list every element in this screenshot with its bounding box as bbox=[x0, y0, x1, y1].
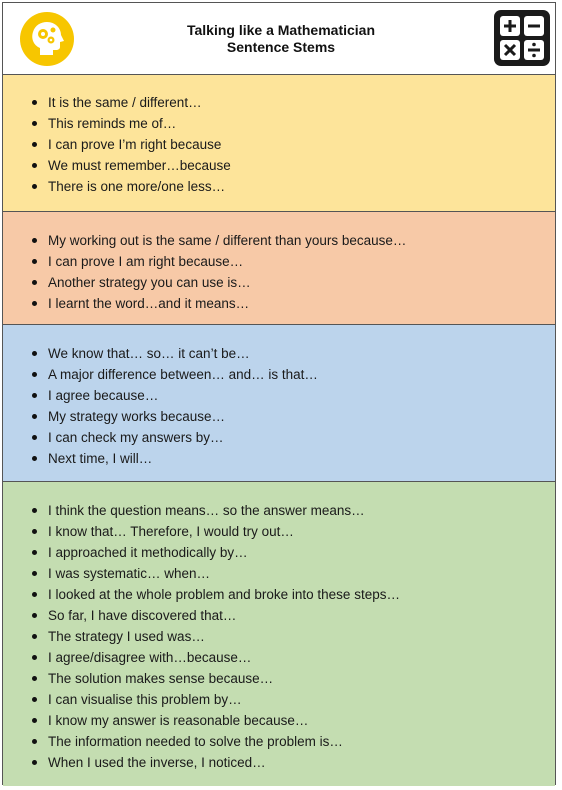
list-item: The information needed to solve the problem is… bbox=[32, 731, 400, 752]
header bbox=[3, 3, 555, 75]
list-item: I approached it methodically by… bbox=[32, 542, 400, 563]
list-item: I agree/disagree with…because… bbox=[32, 647, 400, 668]
section-green bbox=[3, 482, 555, 786]
section-yellow bbox=[3, 75, 555, 212]
list-item: It is the same / different… bbox=[32, 92, 231, 113]
list-item: My strategy works because… bbox=[32, 406, 318, 427]
list-item: The solution makes sense because… bbox=[32, 668, 400, 689]
list-item: We must remember…because bbox=[32, 155, 231, 176]
head-with-gears-icon bbox=[20, 12, 74, 66]
title-line-1: Talking like a Mathematician bbox=[186, 22, 376, 38]
list-item: The strategy I used was… bbox=[32, 626, 400, 647]
list-item: I can check my answers by… bbox=[32, 427, 318, 448]
list-item: Another strategy you can use is… bbox=[32, 272, 406, 293]
list-item: I think the question means… so the answer means… bbox=[32, 500, 400, 521]
section-orange bbox=[3, 212, 555, 325]
stem-list bbox=[32, 92, 231, 197]
stem-list bbox=[32, 500, 400, 773]
title-line-2: Sentence Stems bbox=[226, 39, 336, 55]
list-item: I looked at the whole problem and broke into these steps… bbox=[32, 584, 400, 605]
list-item: I was systematic… when… bbox=[32, 563, 400, 584]
section-blue bbox=[3, 325, 555, 482]
list-item: I know my answer is reasonable because… bbox=[32, 710, 400, 731]
list-item: We know that… so… it can’t be… bbox=[32, 343, 318, 364]
list-item: So far, I have discovered that… bbox=[32, 605, 400, 626]
sentence-stems-sheet bbox=[2, 2, 556, 785]
list-item: I can prove I am right because… bbox=[32, 251, 406, 272]
list-item: Next time, I will… bbox=[32, 448, 318, 469]
calculator-icon bbox=[493, 9, 551, 67]
list-item: I agree because… bbox=[32, 385, 318, 406]
stem-list bbox=[32, 343, 318, 469]
list-item: I can visualise this problem by… bbox=[32, 689, 400, 710]
list-item: I learnt the word…and it means… bbox=[32, 293, 406, 314]
list-item: I know that… Therefore, I would try out… bbox=[32, 521, 400, 542]
list-item: I can prove I’m right because bbox=[32, 134, 231, 155]
list-item: When I used the inverse, I noticed… bbox=[32, 752, 400, 773]
list-item: A major difference between… and… is that… bbox=[32, 364, 318, 385]
list-item: There is one more/one less… bbox=[32, 176, 231, 197]
stem-list bbox=[32, 230, 406, 314]
list-item: My working out is the same / different than yours because… bbox=[32, 230, 406, 251]
list-item: This reminds me of… bbox=[32, 113, 231, 134]
page-title bbox=[153, 22, 409, 56]
